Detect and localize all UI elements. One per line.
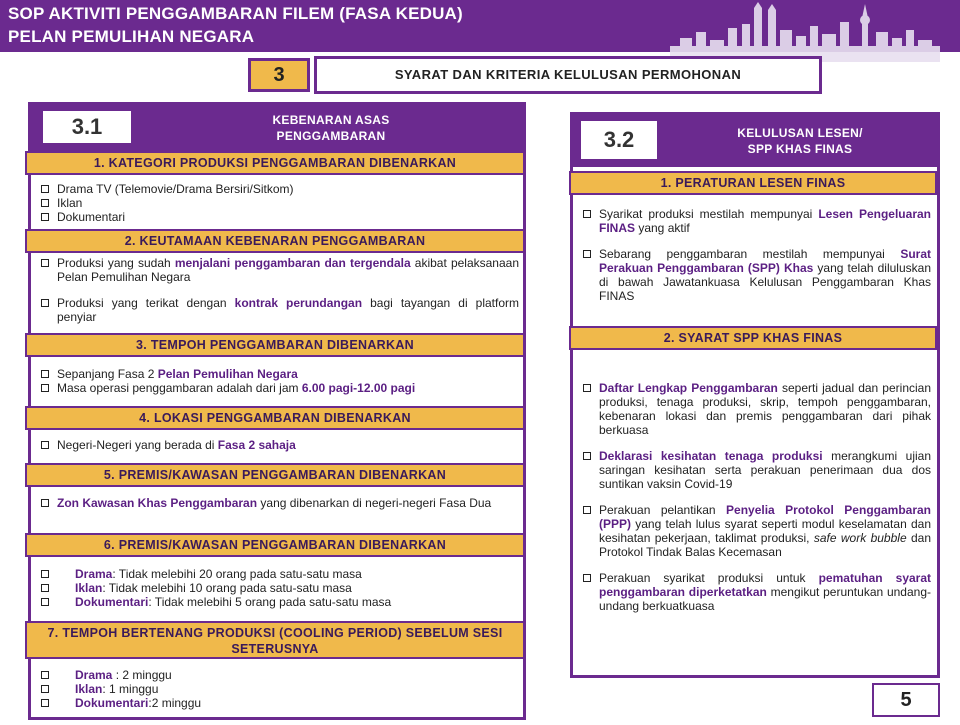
list-item: Produksi yang sudah menjalani penggambaran dan tergendala akibat pelaksanaan Pelan Pemulihan Negara [39, 256, 519, 284]
list-item: Sebarang penggambaran mestilah mempunyai Surat Perakuan Penggambaran (SPP) Khas yang telah diluluskan di bawah Jawatankuasa Kelulusan Penggambaran Khas FINAS [581, 247, 931, 303]
subsection-number: 3.1 [41, 109, 133, 145]
section-number: 3 [248, 58, 310, 92]
checkbox-icon [41, 685, 49, 693]
list-lokasi-penggambaran [39, 438, 519, 452]
bar-premis-kawasan-2: 6. PREMIS/KAWASAN PENGGAMBARAN DIBENARKAN [25, 533, 525, 557]
checkbox-icon [583, 452, 591, 460]
list-item: Syarikat produksi mestilah mempunyai Lesen Pengeluaran FINAS yang aktif [581, 207, 931, 235]
checkbox-icon [41, 598, 49, 606]
list-item: Iklan [39, 196, 519, 210]
bar-lokasi-penggambaran: 4. LOKASI PENGGAMBARAN DIBENARKAN [25, 406, 525, 430]
checkbox-icon [41, 699, 49, 707]
panel-header [31, 105, 523, 151]
list-item: Drama : 2 minggu [39, 668, 519, 682]
header-title: SOP AKTIVITI PENGGAMBARAN FILEM (FASA KEDUA) [8, 4, 463, 23]
checkbox-icon [41, 584, 49, 592]
list-item: Dokumentari:2 minggu [39, 696, 519, 710]
list-item: Produksi yang terikat dengan kontrak perundangan bagi tayangan di platform penyiar [39, 296, 519, 324]
list-item: Daftar Lengkap Penggambaran seperti jadual dan perincian produksi, tenaga produksi, skrip, tempoh penggambaran, kebenaran lokasi dan premis penggambaran dari pihak berkuasa [581, 381, 931, 437]
bar-peraturan-lesen: 1. PERATURAN LESEN FINAS [569, 171, 937, 195]
panel-kelulusan-lesen [570, 112, 940, 678]
checkbox-icon [41, 213, 49, 221]
bar-keutamaan-kebenaran: 2. KEUTAMAAN KEBENARAN PENGGAMBARAN [25, 229, 525, 253]
bar-premis-kawasan: 5. PREMIS/KAWASAN PENGGAMBARAN DIBENARKAN [25, 463, 525, 487]
list-keutamaan-kebenaran [39, 256, 519, 324]
list-item: Drama: Tidak melebihi 20 orang pada satu-satu masa [39, 567, 519, 581]
list-had-kru [39, 567, 519, 609]
list-item: Iklan: 1 minggu [39, 682, 519, 696]
checkbox-icon [41, 199, 49, 207]
list-kategori-produksi [39, 182, 519, 224]
page-number: 5 [872, 683, 940, 717]
list-item: Negeri-Negeri yang berada di Fasa 2 sahaja [39, 438, 519, 452]
section-title: SYARAT DAN KRITERIA KELULUSAN PERMOHONAN [314, 56, 822, 94]
panel-header [573, 115, 937, 167]
list-item: Masa operasi penggambaran adalah dari jam 6.00 pagi-12.00 pagi [39, 381, 519, 395]
list-item: Zon Kawasan Khas Penggambaran yang dibenarkan di negeri-negeri Fasa Dua [39, 496, 519, 510]
list-item: Iklan: Tidak melebihi 10 orang pada satu-satu masa [39, 581, 519, 595]
checkbox-icon [583, 250, 591, 258]
bar-syarat-spp: 2. SYARAT SPP KHAS FINAS [569, 326, 937, 350]
panel-title-line2: PENGGAMBARAN [276, 129, 386, 143]
list-item: Sepanjang Fasa 2 Pelan Pemulihan Negara [39, 367, 519, 381]
checkbox-icon [583, 506, 591, 514]
list-item: Perakuan syarikat produksi untuk pematuhan syarat penggambaran diperketatkan mengikut peruntukan undang-undang berkuatkuasa [581, 571, 931, 613]
bar-kategori-produksi: 1. KATEGORI PRODUKSI PENGGAMBARAN DIBENARKAN [25, 151, 525, 175]
checkbox-icon [41, 259, 49, 267]
header-subtitle: PELAN PEMULIHAN NEGARA [8, 27, 255, 46]
checkbox-icon [583, 384, 591, 392]
checkbox-icon [41, 384, 49, 392]
bar-title-line2: SETERUSNYA [231, 642, 319, 656]
list-item: Drama TV (Telemovie/Drama Bersiri/Sitkom) [39, 182, 519, 196]
checkbox-icon [41, 671, 49, 679]
city-skyline-icon [670, 0, 940, 62]
panel-title-line2: SPP KHAS FINAS [747, 142, 853, 156]
checkbox-icon [583, 210, 591, 218]
list-syarat-spp [581, 381, 931, 613]
list-item: Dokumentari [39, 210, 519, 224]
checkbox-icon [41, 499, 49, 507]
bar-title-line1: 7. TEMPOH BERTENANG PRODUKSI (COOLING PERIOD) SEBELUM SESI [47, 626, 503, 640]
panel-title-line1: KEBENARAN ASAS [272, 113, 390, 127]
list-tempoh-penggambaran [39, 367, 519, 395]
checkbox-icon [41, 441, 49, 449]
page-header [0, 0, 960, 52]
checkbox-icon [41, 299, 49, 307]
checkbox-icon [583, 574, 591, 582]
panel-kebenaran-asas [28, 102, 526, 720]
list-item: Dokumentari: Tidak melebihi 5 orang pada satu-satu masa [39, 595, 519, 609]
list-item: Deklarasi kesihatan tenaga produksi merangkumi ujian saringan kesihatan serta perakuan penerimaan dua dos suntikan vaksin Covid-19 [581, 449, 931, 491]
subsection-number: 3.2 [579, 119, 659, 161]
checkbox-icon [41, 370, 49, 378]
list-cooling-period [39, 668, 519, 710]
list-item: Perakuan pelantikan Penyelia Protokol Penggambaran (PPP) yang telah lulus syarat seperti modul keselamatan dan kesihatan pekerjaan, taklimat produksi, safe work bubble dan Protokol Tindak Balas Kecemasan [581, 503, 931, 559]
checkbox-icon [41, 570, 49, 578]
list-peraturan-lesen [581, 207, 931, 303]
list-premis-kawasan [39, 496, 519, 510]
bar-cooling-period [25, 621, 525, 659]
panel-title-line1: KELULUSAN LESEN/ [737, 126, 863, 140]
checkbox-icon [41, 185, 49, 193]
bar-tempoh-penggambaran: 3. TEMPOH PENGGAMBARAN DIBENARKAN [25, 333, 525, 357]
